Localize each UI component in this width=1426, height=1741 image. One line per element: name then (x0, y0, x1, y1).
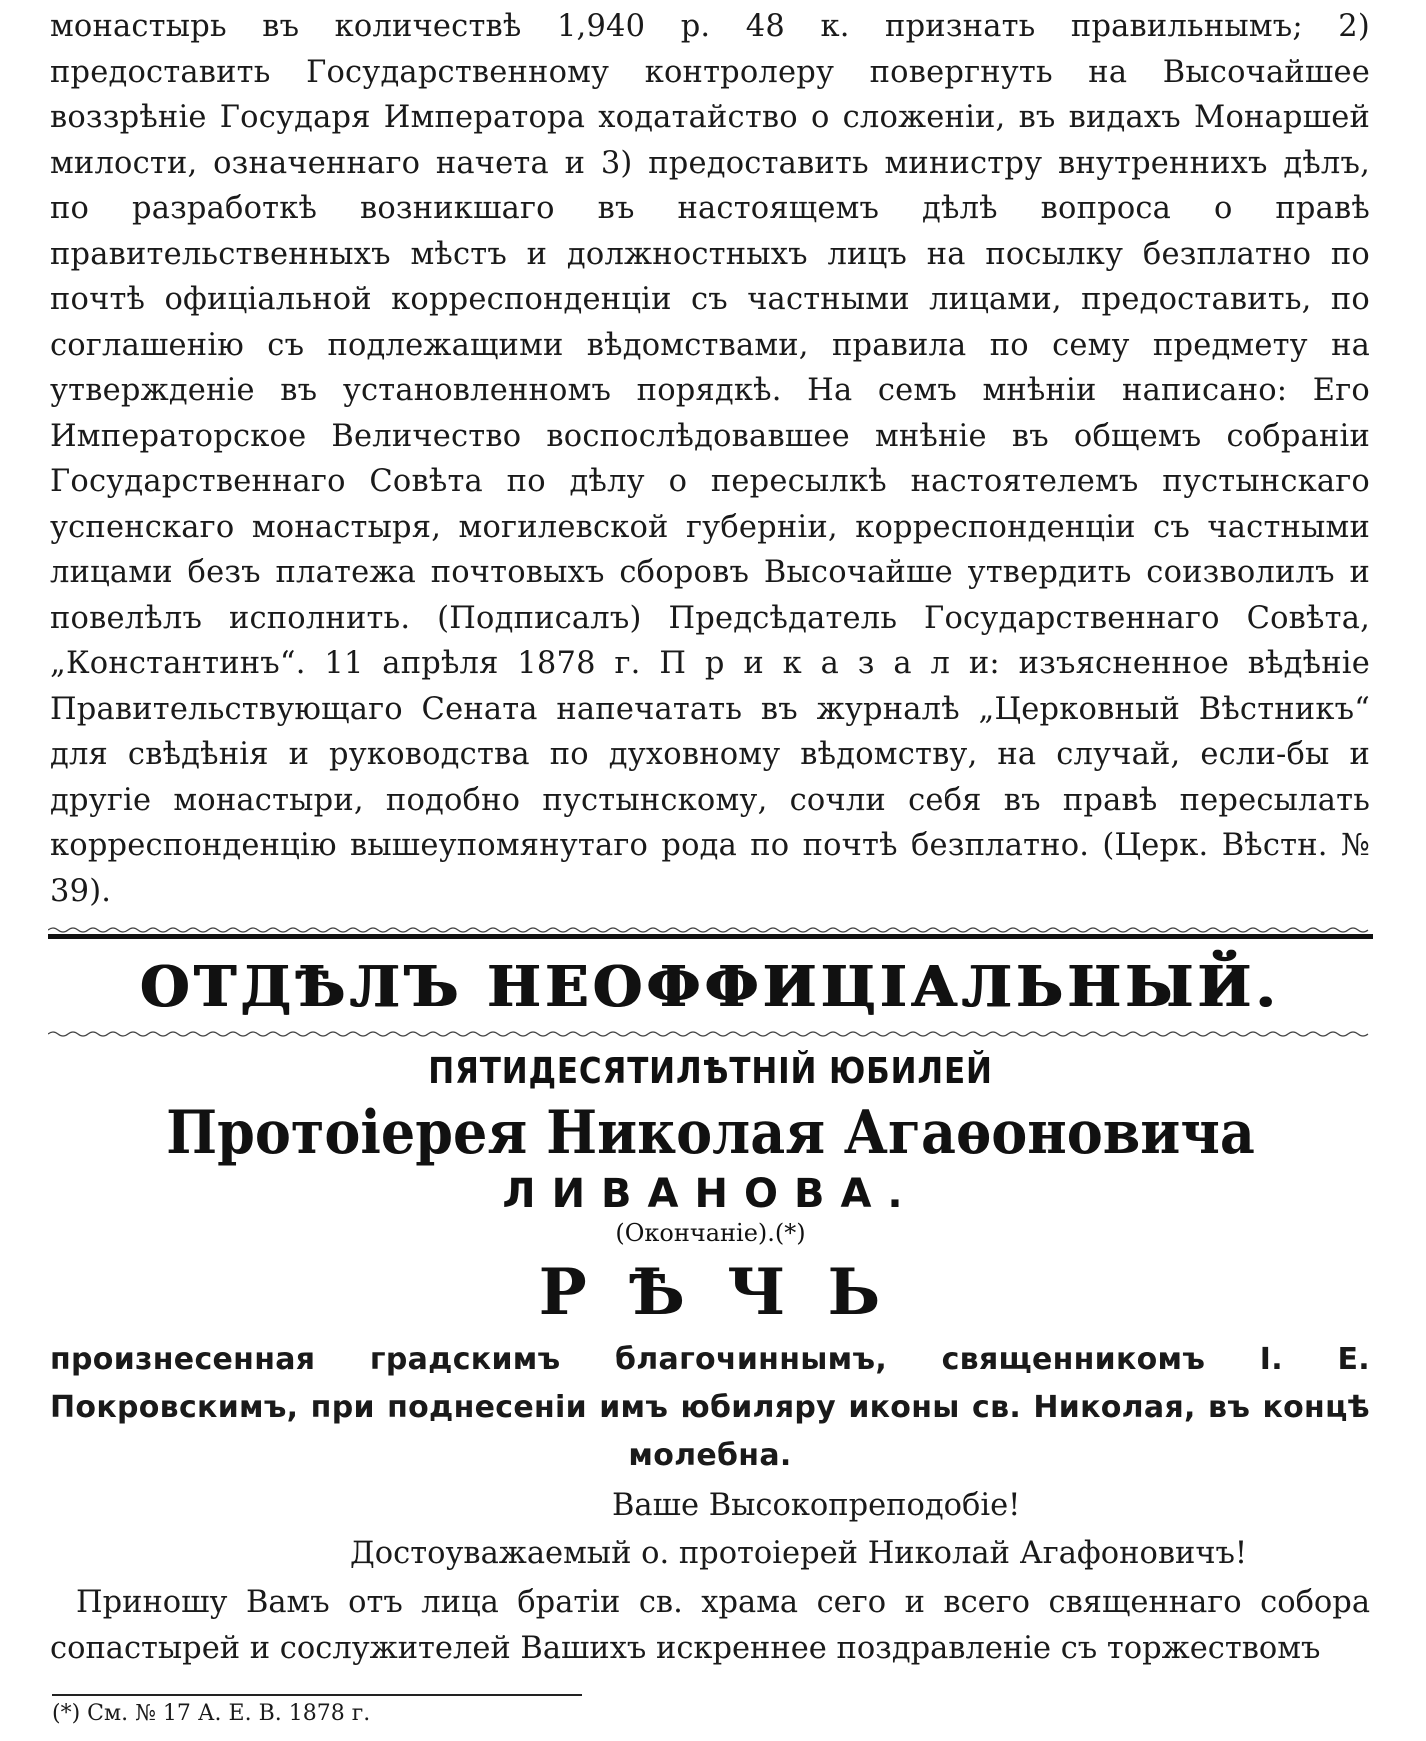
continuation-note: (Окончаніе).(*) (615, 1219, 806, 1247)
speech-subtitle: произнесенная градскимъ благочиннымъ, священникомъ І. Е. Покровскимъ, при поднесеніи имъ юбиляру иконы св. Николая, въ концѣ молебна. (50, 1342, 1370, 1473)
section-title: ОТДѢЛЪ НЕОФФИЦІАЛЬНЫЙ. (140, 954, 1281, 1020)
body-paragraph: монастырь въ количествѣ 1,940 р. 48 к. признать правильнымъ; 2) предоставить Государственному контролеру повергнуть на Высочайшее воззрѣніе Государя Императора ходатайство о сложеніи, въ видахъ Монаршей милости, означеннаго начета и 3) предоставить министру внутреннихъ дѣлъ, по разработкѣ возникшаго въ настоящемъ дѣлѣ вопроса о правѣ правительственныхъ мѣстъ и должностныхъ лицъ на посылку безплатно по почтѣ офиціальной корреспонденціи съ частными лицами, предоставить, по соглашенію съ подлежащими вѣдомствами, правила по сему предмету на утвержденіе въ установленномъ порядкѣ. На семъ мнѣніи написано: Его Императорское Величество воспослѣдовавшее мнѣніе въ общемъ собраніи Государственнаго Совѣта по дѣлу о пересылкѣ настоятелемъ пустынскаго успенскаго монастыря, могилевской губерніи, корреспонденціи съ частными лицами безъ платежа почтовыхъ сборовъ Высочайше утвердить соизволилъ и повелѣлъ исполнить. (Подписалъ) Предсѣдатель Государственнаго Совѣта, „Константинъ“. 11 апрѣля 1878 г. П р и к а з а л и: изъясненное вѣдѣніе Правительствующаго Сената напечатать въ журналѣ „Церковный Вѣстникъ“ для свѣдѣнія и руководства по духовному вѣдомству, на случай, если-бы и другіе монастыри, подобно пустынскому, сочли себя въ правѣ пересылать корреспонденцію вышеупомянутаго рода по почтѣ безплатно. (Церк. Вѣстн. № 39). (50, 9, 1370, 909)
speech-opening-paragraph: Приношу Вамъ отъ лица братіи св. храма сего и всего священнаго собора сопастырей и сослужителей Вашихъ искреннее поздравленіе съ торжествомъ (50, 1585, 1370, 1666)
jubilee-heading: ПЯТИДЕСЯТИЛѢТНІЙ ЮБИЛЕЙ (428, 1051, 993, 1092)
official-section-text (50, 4, 1370, 914)
honoree-surname-heading: ЛИВАНОВА. (502, 1171, 919, 1217)
honoree-name-heading: Протоіерея Николая Агаѳоновича (166, 1098, 1255, 1168)
wavy-rule-top (48, 926, 1373, 934)
wavy-rule-bottom (48, 1030, 1373, 1038)
speech-heading: РѢЧЬ (538, 1255, 923, 1330)
footnote-rule (52, 1694, 582, 1696)
section-divider (48, 934, 1373, 939)
salutation-line-1: Ваше Высокопреподобіе! (612, 1488, 1021, 1523)
footnote: (*) См. № 17 А. Е. В. 1878 г. (52, 1701, 371, 1726)
salutation-line-2: Достоуважаемый о. протоіерей Николай Агафоновичъ! (350, 1536, 1248, 1571)
